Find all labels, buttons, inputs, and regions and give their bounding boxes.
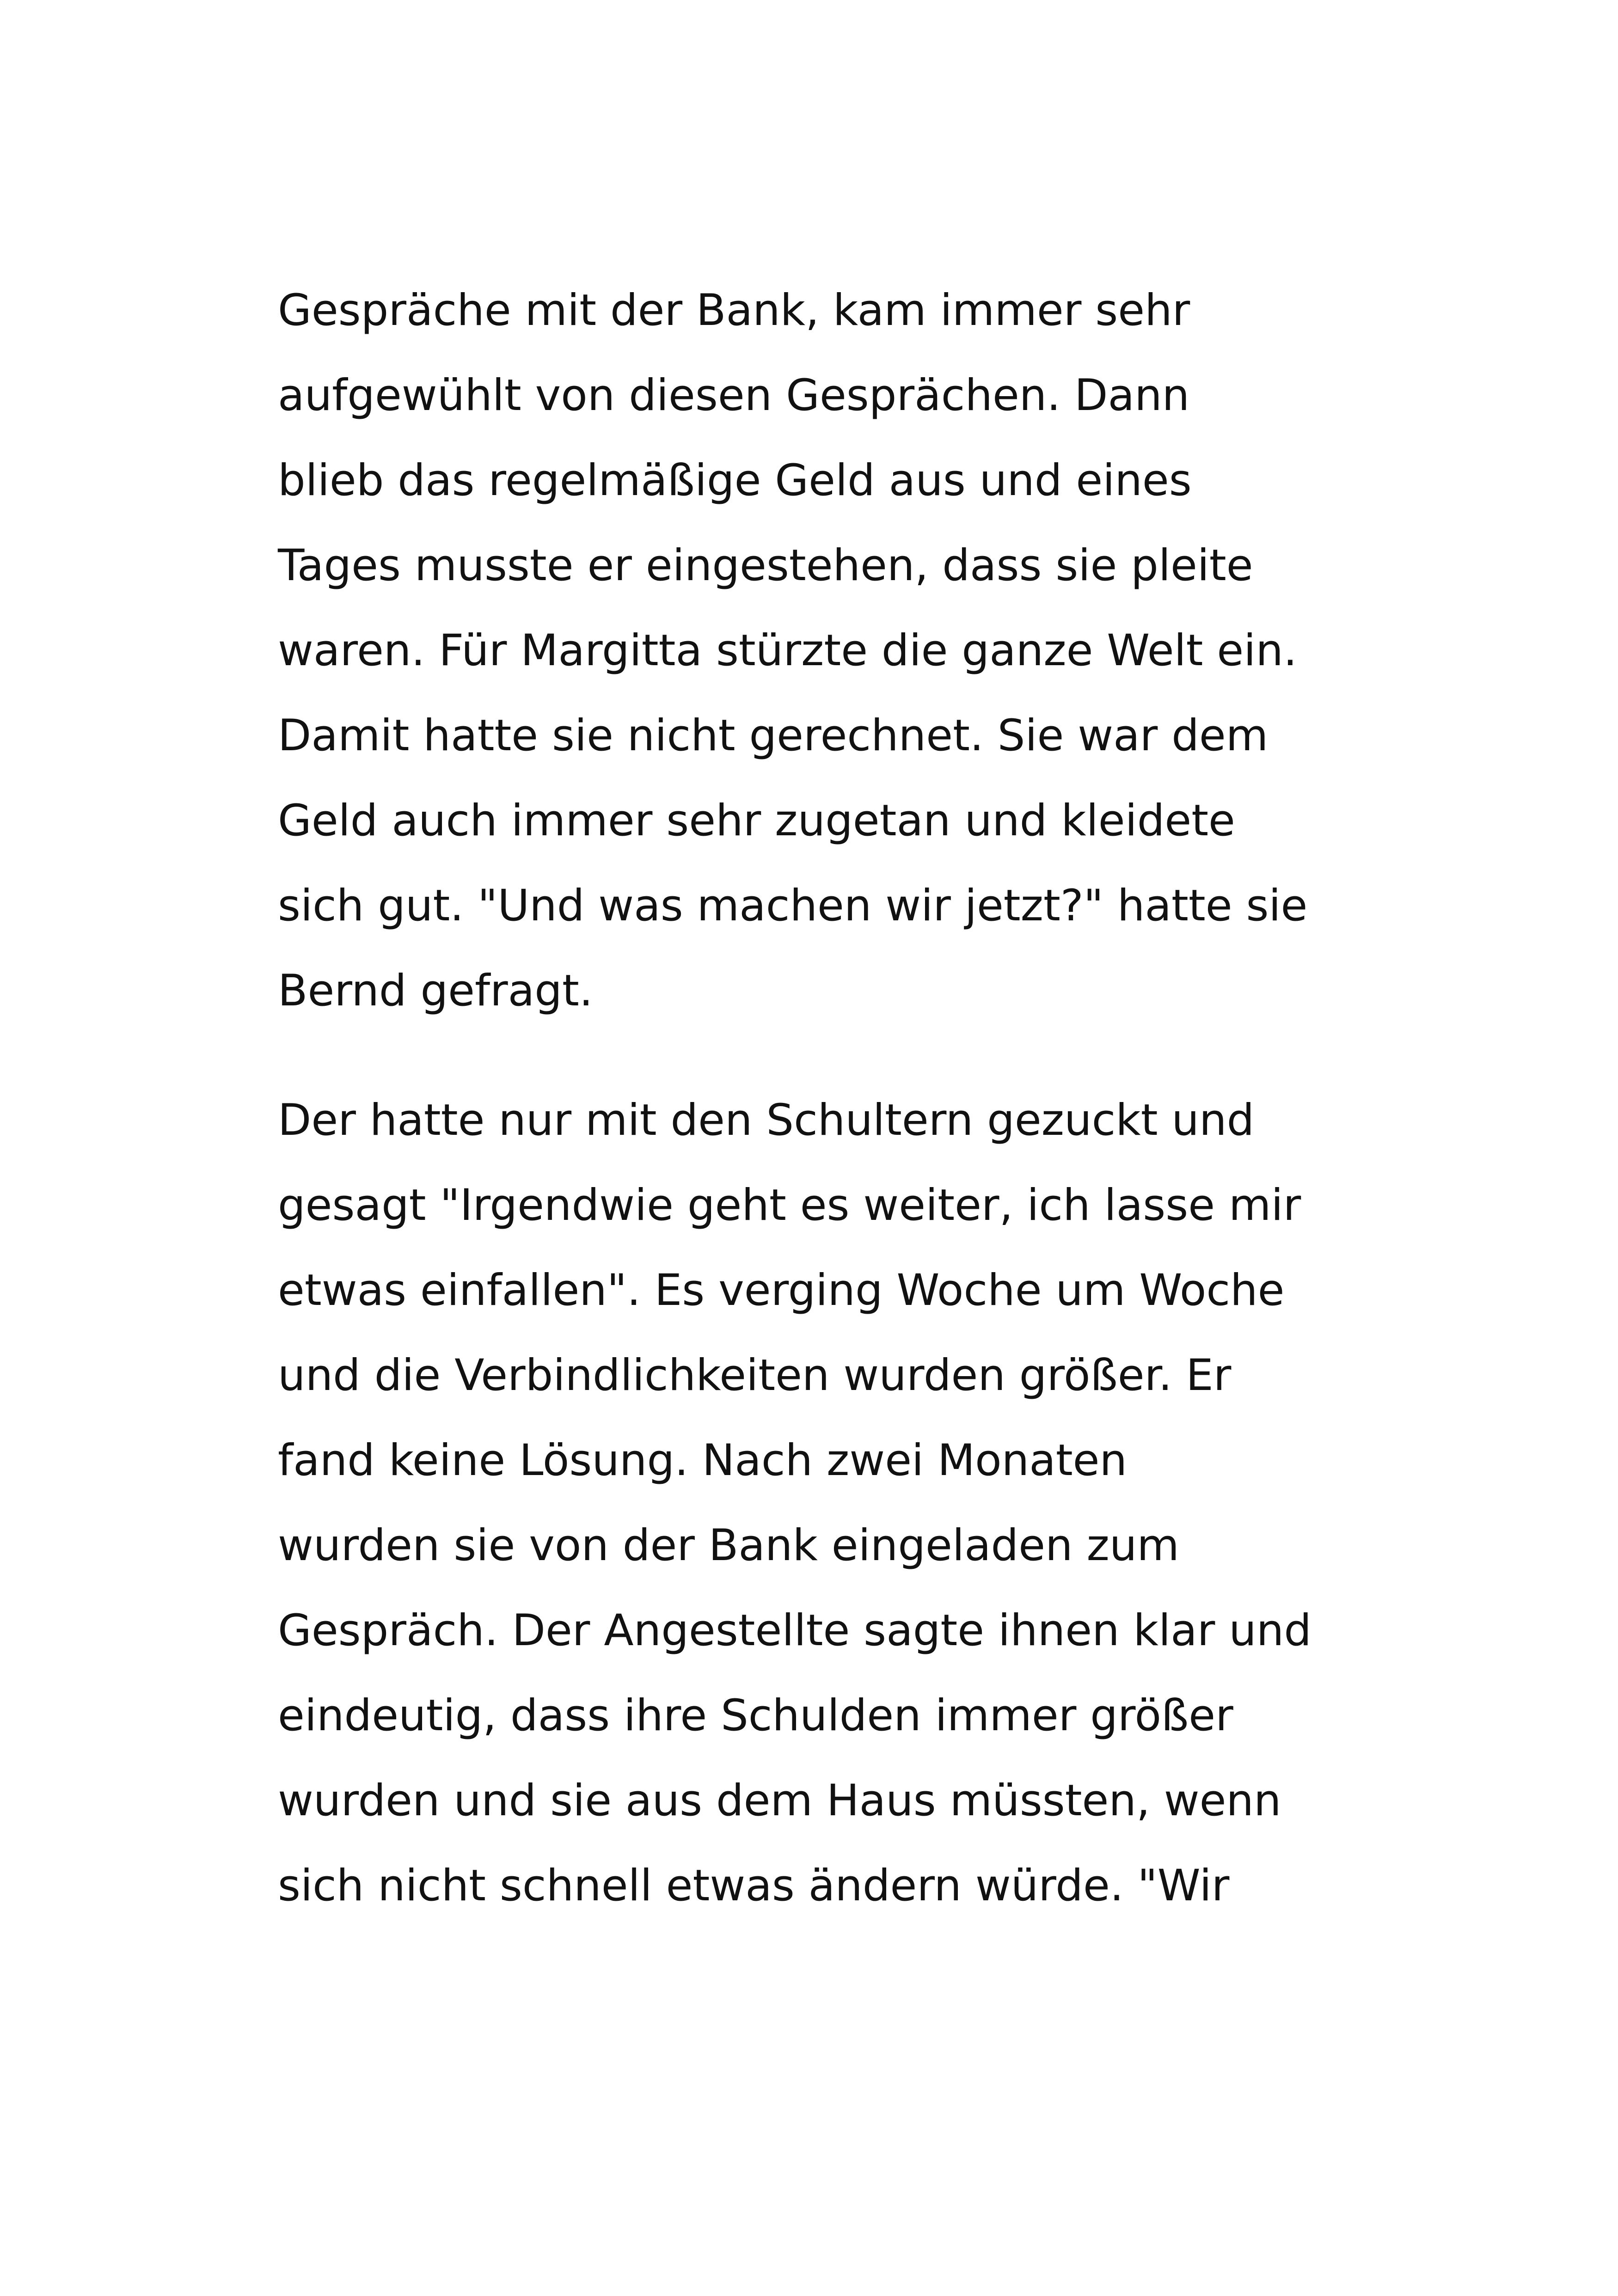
text-line: fand keine Lösung. Nach zwei Monaten (278, 1435, 1128, 1486)
text-line: wurden und sie aus dem Haus müssten, wenn (278, 1776, 1281, 1826)
paragraph-spacer (278, 1034, 1387, 1078)
text-line: gesagt "Irgendwie geht es weiter, ich lasse mir (278, 1180, 1301, 1231)
text-line: Gespräch. Der Angestellte sagte ihnen klar und (278, 1605, 1312, 1656)
text-line: etwas einfallen". Es verging Woche um Woche (278, 1265, 1285, 1316)
paragraph (278, 1078, 1387, 1929)
text-line: aufgewühlt von diesen Gesprächen. Dann (278, 370, 1190, 421)
text-line: Der hatte nur mit den Schultern gezuckt und (278, 1095, 1255, 1145)
text-line: sich nicht schnell etwas ändern würde. "Wir (278, 1861, 1230, 1911)
text-line: Geld auch immer sehr zugetan und kleidete (278, 796, 1235, 846)
paragraph (278, 268, 1387, 1034)
text-line: und die Verbindlichkeiten wurden größer. Er (278, 1350, 1232, 1401)
text-line: waren. Für Margitta stürzte die ganze Welt ein. (278, 625, 1297, 676)
text-line: Bernd gefragt. (278, 966, 593, 1016)
text-line: Gespräche mit der Bank, kam immer sehr (278, 285, 1190, 336)
text-line: Damit hatte sie nicht gerechnet. Sie war dem (278, 710, 1269, 761)
text-line: sich gut. "Und was machen wir jetzt?" hatte sie (278, 881, 1308, 931)
body-text (278, 268, 1387, 1929)
text-line: wurden sie von der Bank eingeladen zum (278, 1520, 1179, 1571)
text-line: Tages musste er eingestehen, dass sie pleite (278, 540, 1253, 591)
text-line: blieb das regelmäßige Geld aus und eines (278, 455, 1192, 506)
text-line: eindeutig, dass ihre Schulden immer größer (278, 1690, 1233, 1741)
